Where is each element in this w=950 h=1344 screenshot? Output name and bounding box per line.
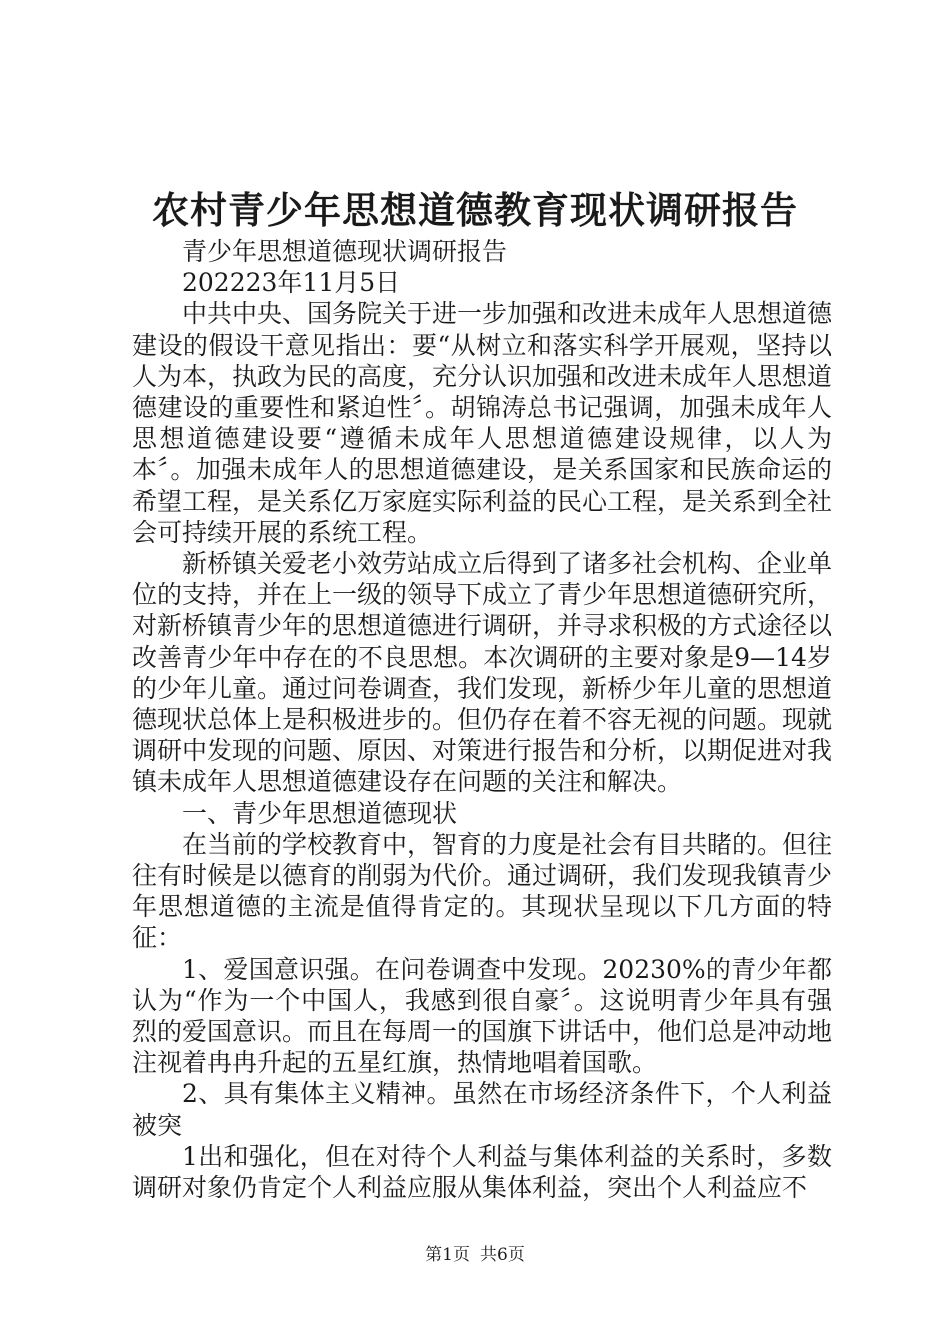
body-paragraph: 1、爱国意识强。在问卷调查中发现。20230%的青少年都认为“作为一个中国人，我感到很自豪〞。这说明青少年具有强烈的爱国意识。而且在每周一的国旗下讲话中，他们总是冲动地注视着冉冉升起的五星红旗，热情地唱着国歌。 — [132, 954, 833, 1078]
document-body — [132, 236, 832, 1203]
body-paragraph: 在当前的学校教育中，智育的力度是社会有目共睹的。但往往有时候是以德育的削弱为代价。通过调研，我们发现我镇青少年思想道德的主流是值得肯定的。其现状呈现以下几方面的特征： — [132, 829, 833, 953]
body-paragraph: 1出和强化，但在对待个人利益与集体利益的关系时，多数调研对象仍肯定个人利益应服从集体利益，突出个人利益应不 — [132, 1141, 832, 1203]
date-paragraph: 202223年11月5日 — [182, 268, 401, 298]
page-total: 共6页 — [480, 1245, 525, 1265]
body-paragraph: 中共中央、国务院关于进一步加强和改进未成年人思想道德建设的假设干意见指出：要“从树立和落实科学开展观，坚持以人为本，执政为民的高度，充分认识加强和改进未成年人思想道德建设的重要性和紧迫性〞。胡锦涛总书记强调，加强未成年人思想道德建设要“遵循未成年人思想道德建设规律，以人为本〞。加强未成年人的思想道德建设，是关系国家和民族命运的希望工程，是关系亿万家庭实际利益的民心工程，是关系到全社会可持续开展的系统工程。 — [132, 299, 833, 547]
section-heading: 一、青少年思想道德现状 — [182, 798, 458, 828]
body-paragraph: 2、具有集体主义精神。虽然在市场经济条件下，个人利益被突 — [132, 1079, 832, 1140]
subtitle-paragraph: 青少年思想道德现状调研报告 — [182, 237, 508, 266]
page-number: 第1页 — [425, 1245, 470, 1265]
document-title: 农村青少年思想道德教育现状调研报告 — [152, 188, 798, 232]
page-footer — [0, 1243, 950, 1267]
body-paragraph: 新桥镇关爱老小效劳站成立后得到了诸多社会机构、企业单位的支持，并在上一级的领导下成立了青少年思想道德研究所，对新桥镇青少年的思想道德进行调研，并寻求积极的方式途径以改善青少年中存在的不良思想。本次调研的主要对象是9—14岁的少年儿童。通过问卷调查，我们发现，新桥少年儿童的思想道德现状总体上是积极进步的。但仍存在着不容无视的问题。现就调研中发现的问题、原因、对策进行报告和分析，以期促进对我镇未成年人思想道德建设存在问题的关注和解决。 — [132, 549, 833, 797]
